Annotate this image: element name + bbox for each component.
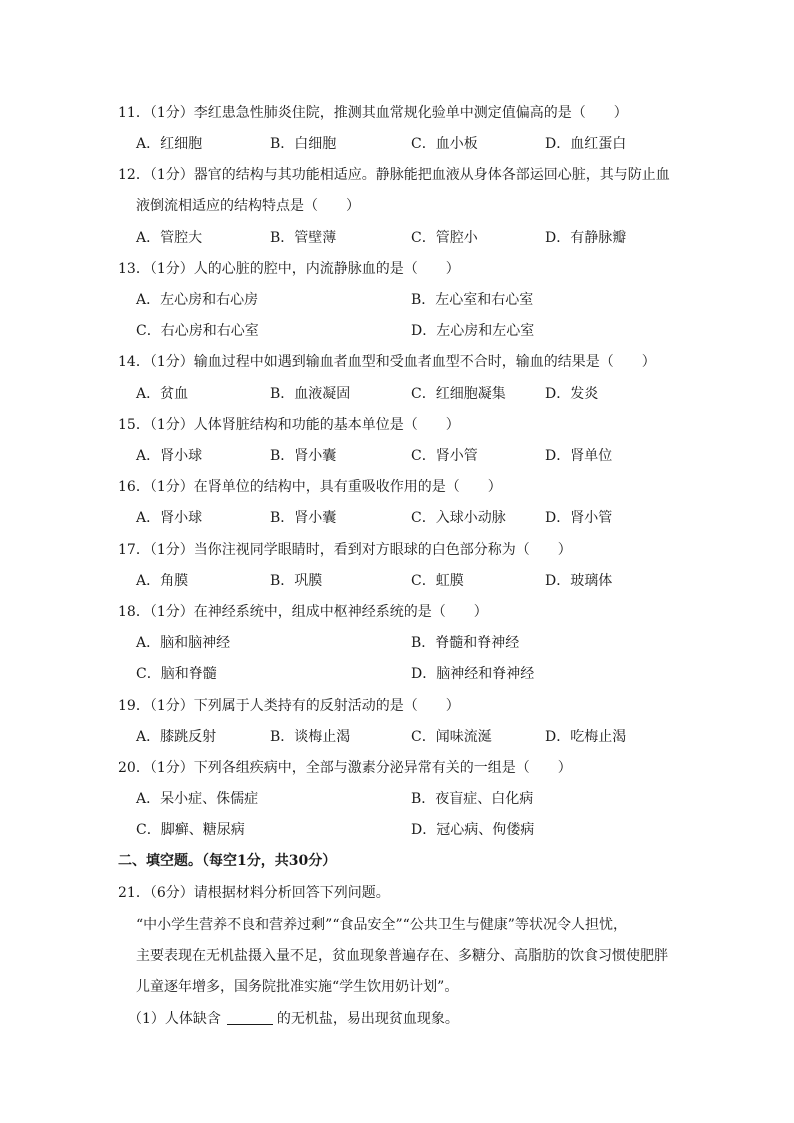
q19-option-d: D．吃梅止渴 [545, 729, 627, 745]
q13-option-b: B．左心室和右心室 [411, 292, 534, 308]
question-20-stem: 20．（1分）下列各组疾病中，全部与激素分泌异常有关的一组是（ ） [118, 760, 572, 776]
q11-option-c: C．血小板 [411, 136, 478, 152]
sub-question-1-after: 的无机盐，易出现贫血现象。 [276, 1011, 459, 1027]
q20-option-a: A．呆小症、侏儒症 [136, 791, 259, 807]
q18-option-c: C．脑和脊髓 [136, 666, 217, 682]
q20-option-c: C．脚癣、糖尿病 [136, 822, 245, 838]
q13-option-a: A．左心房和右心房 [136, 292, 259, 308]
q11-option-a: A．红细胞 [136, 136, 203, 152]
question-15-stem: 15．（1分）人体肾脏结构和功能的基本单位是（ ） [118, 417, 460, 433]
material-line-2: 主要表现在无机盐摄入量不足，贫血现象普遍存在、多糖分、高脂肪的饮食习惯使肥胖 [136, 948, 668, 964]
q14-option-a: A．贫血 [136, 386, 189, 402]
question-17-stem: 17．（1分）当你注视同学眼睛时，看到对方眼球的白色部分称为（ ） [118, 542, 572, 558]
section-heading: 二、填空题。（每空1分，共30分） [118, 853, 337, 869]
question-12-stem-continued: 液倒流相适应的结构特点是（ ） [136, 198, 360, 214]
q16-option-b: B．肾小囊 [270, 510, 337, 526]
question-19-stem: 19．（1分）下列属于人类持有的反射活动的是（ ） [118, 698, 460, 714]
q14-option-d: D．发炎 [545, 386, 599, 402]
question-11-stem: 11．（1分）李红患急性肺炎住院，推测其血常规化验单中测定值偏高的是（ ） [118, 105, 628, 121]
q19-option-b: B．谈梅止渴 [270, 729, 351, 745]
question-16-stem: 16．（1分）在肾单位的结构中，具有重吸收作用的是（ ） [118, 479, 502, 495]
question-21-stem: 21．（6分）请根据材料分析回答下列问题。 [118, 885, 390, 901]
q15-option-a: A．肾小球 [136, 448, 203, 464]
sub-question-1 [128, 1009, 459, 1029]
q19-option-c: C．闻味流涎 [411, 729, 492, 745]
q11-option-d: D．血红蛋白 [545, 136, 627, 152]
q17-option-b: B．巩膜 [270, 573, 323, 589]
q12-option-c: C．管腔小 [411, 230, 478, 246]
q15-option-d: D．肾单位 [545, 448, 613, 464]
q16-option-a: A．肾小球 [136, 510, 203, 526]
q11-option-b: B．白细胞 [270, 136, 337, 152]
q19-option-a: A．膝跳反射 [136, 729, 217, 745]
q17-option-c: C．虹膜 [411, 573, 464, 589]
q12-option-b: B．管壁薄 [270, 230, 337, 246]
q15-option-b: B．肾小囊 [270, 448, 337, 464]
q12-option-d: D．有静脉瓣 [545, 230, 627, 246]
material-line-1: “中小学生营养不良和营养过剩”“食品安全”“公共卫生与健康”等状况令人担忧， [136, 917, 627, 933]
question-12-stem: 12．（1分）器官的结构与其功能相适应。静脉能把血液从身体各部运回心脏，其与防止血 [118, 167, 670, 183]
q18-option-a: A．脑和脑神经 [136, 635, 231, 651]
q16-option-d: D．肾小管 [545, 510, 613, 526]
q14-option-b: B．血液凝固 [270, 386, 351, 402]
q12-option-a: A．管腔大 [136, 230, 203, 246]
q18-option-b: B．脊髓和脊神经 [411, 635, 520, 651]
sub-question-1-before: （1）人体缺含 [128, 1011, 221, 1027]
material-line-3: 儿童逐年增多，国务院批准实施“学生饮用奶计划”。 [136, 979, 459, 995]
q13-option-d: D．左心房和左心室 [411, 323, 535, 339]
q17-option-d: D．玻璃体 [545, 573, 613, 589]
q20-option-d: D．冠心病、佝偻病 [411, 822, 535, 838]
q14-option-c: C．红细胞凝集 [411, 386, 506, 402]
question-14-stem: 14．（1分）输血过程中如遇到输血者血型和受血者血型不合时，输血的结果是（ ） [118, 354, 656, 370]
answer-blank[interactable] [227, 1010, 273, 1025]
q18-option-d: D．脑神经和脊神经 [411, 666, 535, 682]
q16-option-c: C．入球小动脉 [411, 510, 506, 526]
q20-option-b: B．夜盲症、白化病 [411, 791, 534, 807]
q15-option-c: C．肾小管 [411, 448, 478, 464]
q17-option-a: A．角膜 [136, 573, 189, 589]
question-13-stem: 13．（1分）人的心脏的腔中，内流静脉血的是（ ） [118, 261, 460, 277]
q13-option-c: C．右心房和右心室 [136, 323, 259, 339]
question-18-stem: 18．（1分）在神经系统中，组成中枢神经系统的是（ ） [118, 604, 488, 620]
